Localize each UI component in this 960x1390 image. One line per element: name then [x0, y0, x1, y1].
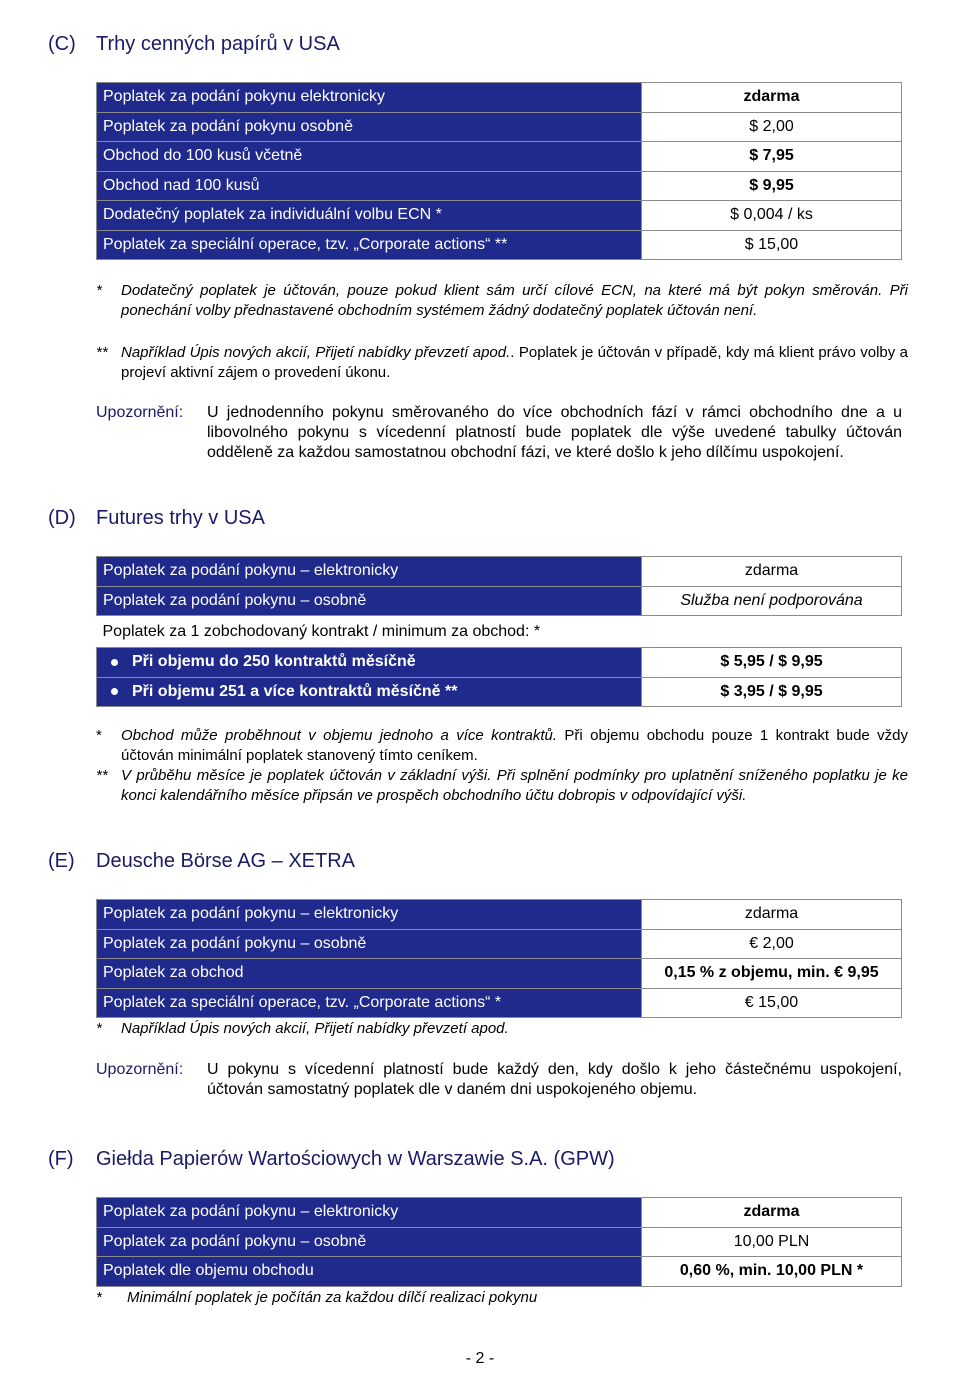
table-row: [97, 677, 902, 707]
table-row: [97, 959, 902, 989]
fee-label: Obchod nad 100 kusů: [97, 171, 642, 201]
fee-value: zdarma: [642, 557, 902, 587]
fee-label: Poplatek za podání pokynu osobně: [97, 112, 642, 142]
fee-label: [97, 648, 642, 678]
fee-value: $ 0,004 / ks: [642, 201, 902, 231]
fee-label: Poplatek za podání pokynu – elektronicky: [97, 900, 642, 930]
bullet-label: Při objemu do 250 kontraktů měsíčně: [132, 653, 416, 671]
table-row: [97, 900, 902, 930]
fee-label: Poplatek za speciální operace, tzv. „Corporate actions“ **: [97, 230, 642, 260]
fee-value: zdarma: [642, 1198, 902, 1228]
fee-label: Poplatek za podání pokynu – elektronicky: [97, 1198, 642, 1228]
footnote-reduced-fee: [96, 766, 908, 806]
table-row: [97, 1198, 902, 1228]
fee-value: $ 15,00: [642, 230, 902, 260]
fee-value: $ 7,95: [642, 142, 902, 172]
fee-value: Služba není podporována: [642, 586, 902, 616]
section-letter: (F): [48, 1148, 74, 1170]
footnote-mark: *: [96, 1289, 102, 1306]
footnote-text: Například Úpis nových akcií, Přijetí nabídky převzetí apod.: [121, 1020, 509, 1037]
table-row: [97, 201, 902, 231]
fee-value: $ 9,95: [642, 171, 902, 201]
footnote-text: V průběhu měsíce je poplatek účtován v základní výši. Při splnění podmínky pro uplatnění sníženého poplatku je ke konci kalendářního měsíce připsán ve prospěch obchodního účtu dobropis v odpovídající výši.: [121, 767, 908, 804]
table-row: [97, 112, 902, 142]
table-row: [97, 142, 902, 172]
table-row: [97, 1227, 902, 1257]
table-row: [97, 557, 902, 587]
footnote-mark: **: [96, 344, 108, 361]
fee-label: Poplatek za podání pokynu – osobně: [97, 929, 642, 959]
section-title: Giełda Papierów Wartościowych w Warszawie S.A. (GPW): [96, 1148, 615, 1170]
fee-table-us-stocks: [96, 82, 902, 260]
fee-value: 0,60 %, min. 10,00 PLN *: [642, 1257, 902, 1287]
fee-value: [642, 616, 902, 648]
fee-table-us-futures: [96, 556, 902, 707]
footnote-mark: *: [96, 727, 102, 744]
fee-value: 0,15 % z objemu, min. € 9,95: [642, 959, 902, 989]
footnote-example: Obchod může proběhnout v objemu jednoho a více kontraktů.: [121, 727, 558, 744]
fee-label: Poplatek za podání pokynu – elektronicky: [97, 557, 642, 587]
fee-label: Poplatek dle objemu obchodu: [97, 1257, 642, 1287]
warning-text: U pokynu s vícedenní platností bude každý den, kdy došlo k jeho částečnému uspokojení, účtován samostatný poplatek dle v daném dni uspokojeného objemu.: [207, 1061, 902, 1098]
bullet-icon: [111, 688, 118, 695]
section-title: Deusche Börse AG – XETRA: [96, 850, 356, 872]
section-title: Trhy cenných papírů v USA: [96, 33, 340, 55]
table-row: [97, 616, 902, 648]
fee-value: € 2,00: [642, 929, 902, 959]
section-letter: (C): [48, 33, 76, 55]
section-c-heading: [48, 33, 340, 56]
table-row: [97, 648, 902, 678]
section-d-heading: [48, 507, 265, 530]
warning-label: Upozornění:: [96, 1061, 184, 1078]
table-row: [97, 929, 902, 959]
footnote-mark: *: [96, 1020, 102, 1037]
fee-label: Obchod do 100 kusů včetně: [97, 142, 642, 172]
footnote-text: Při objemu obchodu pouze 1 kontrakt bude vždy účtován minimální poplatek stanovený tímto ceníkem.: [121, 727, 908, 764]
fee-label: Dodatečný poplatek za individuální volbu ECN *: [97, 201, 642, 231]
section-letter: (D): [48, 507, 76, 529]
fee-label: Poplatek za podání pokynu – osobně: [97, 586, 642, 616]
section-letter: (E): [48, 850, 75, 872]
footnote-text: Minimální poplatek je počítán za každou dílčí realizaci pokynu: [127, 1289, 538, 1306]
footnote-text: Dodatečný poplatek je účtován, pouze pokud klient sám určí cílové ECN, na které má být pokyn směrován. Při ponechání volby přednastavené obchodním systémem žádný dodatečný poplatek účtován není.: [121, 282, 908, 319]
fee-value: 10,00 PLN: [642, 1227, 902, 1257]
table-row: [97, 1257, 902, 1287]
table-row: [97, 171, 902, 201]
table-row: [97, 586, 902, 616]
page-number: - 2 -: [465, 1350, 495, 1367]
fee-value: $ 5,95 / $ 9,95: [642, 648, 902, 678]
footnote-example: Například Úpis nových akcií, Přijetí nabídky převzetí apod.: [121, 344, 511, 361]
warning-text: U jednodenního pokynu směrovaného do více obchodních fází v rámci obchodního dne a u libovolného pokynu s vícedenní platností bude poplatek dle výše uvedené tabulky účtován odděleně za každou samostatnou obchodní fázi, ve které došlo k jeho dílčímu uspokojení.: [207, 404, 902, 461]
table-row: [97, 230, 902, 260]
bullet-label: Při objemu 251 a více kontraktů měsíčně **: [132, 682, 458, 700]
fee-value: zdarma: [642, 83, 902, 113]
section-title: Futures trhy v USA: [96, 507, 265, 529]
section-f-heading: [48, 1148, 615, 1171]
footnote-ecn: [96, 281, 908, 321]
footnote-min-fee: [96, 1288, 908, 1308]
fee-label: Poplatek za obchod: [97, 959, 642, 989]
fee-label: Poplatek za speciální operace, tzv. „Corporate actions“ *: [97, 988, 642, 1018]
fee-label: Poplatek za podání pokynu – osobně: [97, 1227, 642, 1257]
footnote-mark: **: [96, 767, 108, 784]
fee-label: Poplatek za podání pokynu elektronicky: [97, 83, 642, 113]
footnote-corporate-actions-e: [96, 1019, 908, 1039]
fee-value: $ 2,00: [642, 112, 902, 142]
footnote-mark: *: [96, 282, 102, 299]
warning-c: [96, 403, 902, 463]
fee-table-gpw: [96, 1197, 902, 1287]
fee-label: Poplatek za 1 zobchodovaný kontrakt / minimum za obchod: *: [97, 616, 642, 648]
fee-table-xetra: [96, 899, 902, 1018]
footnote-contracts: [96, 726, 908, 766]
warning-label: Upozornění:: [96, 404, 184, 421]
section-e-heading: [48, 850, 355, 873]
table-row: [97, 988, 902, 1018]
bullet-icon: [111, 659, 118, 666]
footnote-text: . Poplatek je účtován v případě, kdy má klient právo volby a projeví aktivní zájem o provedení úkonu.: [121, 344, 908, 381]
fee-value: € 15,00: [642, 988, 902, 1018]
fee-label: [97, 677, 642, 707]
table-row: [97, 83, 902, 113]
footnote-corporate-actions: [96, 343, 908, 383]
warning-e: [96, 1060, 902, 1100]
fee-value: zdarma: [642, 900, 902, 930]
fee-value: $ 3,95 / $ 9,95: [642, 677, 902, 707]
